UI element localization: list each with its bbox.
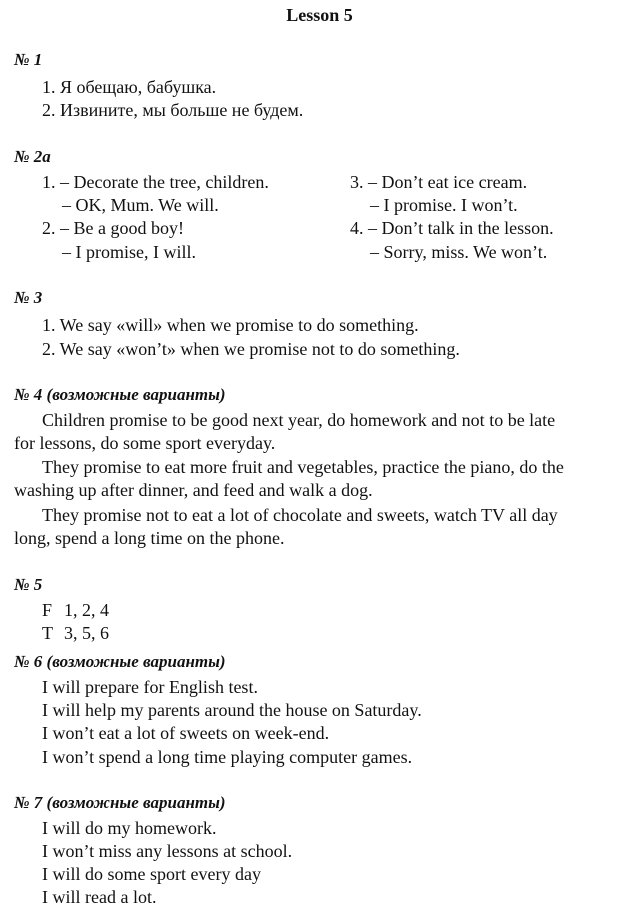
- exercise-2a-heading: № 2a: [14, 147, 51, 166]
- exercise-4-line: They promise not to eat a lot of chocolate and sweets, watch TV all day: [42, 505, 558, 525]
- exercise-1-line: 2. Извините, мы больше не будем.: [42, 100, 304, 120]
- exercise-2a-line: 4. – Don’t talk in the lesson.: [350, 218, 554, 238]
- answer-label: F: [42, 600, 53, 620]
- exercise-3-line: 1. We say «will» when we promise to do something.: [42, 315, 419, 335]
- exercise-6-line: I won’t spend a long time playing computer games.: [42, 747, 413, 767]
- exercise-2a-line: 1. – Decorate the tree, children.: [42, 172, 269, 192]
- exercise-3-heading: № 3: [14, 288, 43, 307]
- exercise-4-line: for lessons, do some sport everyday.: [14, 433, 276, 453]
- exercise-5-row: [42, 622, 109, 644]
- exercise-6-line: I will help my parents around the house on Saturday.: [42, 700, 422, 720]
- exercise-7-line: I will do some sport every day: [42, 864, 261, 884]
- answer-value: 1, 2, 4: [64, 600, 109, 620]
- exercise-7-line: I won’t miss any lessons at school.: [42, 841, 293, 861]
- exercise-3-line: 2. We say «won’t» when we promise not to do something.: [42, 339, 460, 359]
- exercise-6-line: I won’t eat a lot of sweets on week-end.: [42, 723, 330, 743]
- exercise-2a-line: 2. – Be a good boy!: [42, 218, 184, 238]
- exercise-2a-line: – OK, Mum. We will.: [62, 195, 219, 215]
- exercise-4-line: washing up after dinner, and feed and walk a dog.: [14, 480, 373, 500]
- exercise-2a-line: – I promise, I will.: [62, 242, 196, 262]
- exercise-7-heading: № 7 (возможные варианты): [14, 793, 226, 812]
- exercise-6-heading: № 6 (возможные варианты): [14, 652, 226, 671]
- page-title: Lesson 5: [286, 5, 353, 25]
- exercise-7-line: I will read a lot.: [42, 887, 157, 907]
- exercise-1-heading: № 1: [14, 50, 43, 69]
- exercise-4-line: They promise to eat more fruit and vegetables, practice the piano, do the: [42, 457, 564, 477]
- exercise-2a-line: – Sorry, miss. We won’t.: [370, 242, 548, 262]
- exercise-7-line: I will do my homework.: [42, 818, 217, 838]
- exercise-5-row: [42, 599, 109, 621]
- exercise-5-heading: № 5: [14, 575, 43, 594]
- exercise-6-line: I will prepare for English test.: [42, 677, 258, 697]
- exercise-2a-line: – I promise. I won’t.: [370, 195, 518, 215]
- exercise-4-line: long, spend a long time on the phone.: [14, 528, 285, 548]
- exercise-1-line: 1. Я обещаю, бабушка.: [42, 77, 217, 97]
- exercise-4-line: Children promise to be good next year, do homework and not to be late: [42, 410, 556, 430]
- exercise-4-heading: № 4 (возможные варианты): [14, 385, 226, 404]
- answer-label: T: [42, 623, 53, 643]
- exercise-2a-line: 3. – Don’t eat ice cream.: [350, 172, 528, 192]
- answer-value: 3, 5, 6: [64, 623, 109, 643]
